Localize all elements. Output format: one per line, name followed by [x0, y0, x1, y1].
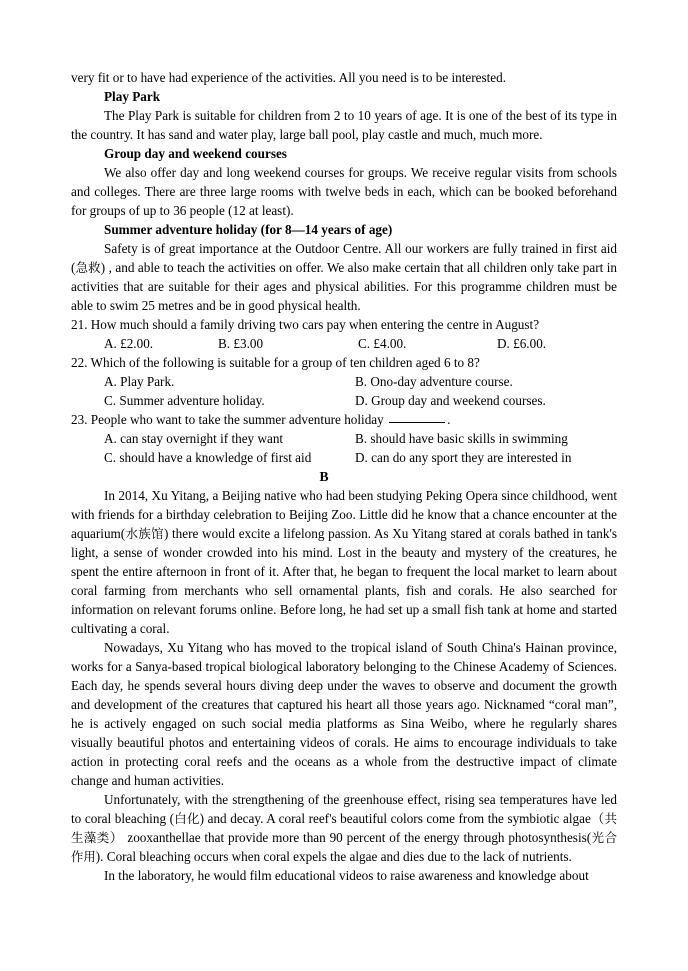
paragraph-summer-adventure-holiday	[71, 239, 617, 315]
question-23-trailing: .	[447, 412, 451, 427]
question-21-text	[71, 315, 617, 334]
intro-continued-paragraph: very fit or to have had experience of the activities. All you need is to be interested.	[71, 70, 507, 85]
summer-para-part2: ) , and able to teach the activities on offer. We also make certain that all children only take part in activities that are suitable for their ages and physical abilities. For this programme children must be able to swim 25 metres and be in good physical health.	[71, 260, 618, 313]
passage-b-p3-part2: ) and decay. A coral reef's beautiful colors come from the symbiotic algae（	[199, 811, 605, 826]
option-21-c[interactable]: C. £4.00.	[358, 336, 407, 351]
passage-b-p3-part4: ). Coral bleaching occurs when coral expels the algae and dies due to the lack of nutrients.	[95, 849, 572, 864]
question-22-body: Which of the following is suitable for a group of ten children aged 6 to 8?	[90, 355, 480, 370]
option-23-c[interactable]: C. should have a knowledge of first aid	[104, 450, 312, 465]
passage-b-p1-part2: ) there would excite a lifelong passion. As Xu Yitang stared at corals bathed in tank's light, a sense of wonder crowded into his mind. Lost in the beauty and mystery of the creatures, he spent the entire afternoon in front of it. After that, he began to frequent the local market to learn about coral farming from merchants who sell ornamental plants, fish and corals. He also searched for information on relevant forums online. Before long, he had set up a small fish tank at home and started cultivating a coral.	[71, 526, 617, 636]
passage-b-paragraph-2: Nowadays, Xu Yitang who has moved to the tropical island of South China's Hainan province, works for a Sanya-based tropical biological laboratory belonging to the Chinese Academy of Sciences. Each day, he spends several hours diving deep under the waves to observe and document the growth and development of the creatures that captured his heart all those years ago. Nicknamed “coral man”, he is actively engaged on such social media platforms as Sina Weibo, where he regularly shares visually beautiful photos and entertaining videos of corals. He aims to encourage individuals to take action in protecting coral reefs and the oceans as a whole from the destructive impact of climate change and human activities.	[71, 640, 617, 788]
cjk-photosynthesis: 光合作用	[71, 830, 617, 864]
option-23-b[interactable]: B. should have basic skills in swimming	[355, 431, 568, 446]
passage-b-p3-part3: ） zooxanthellae that provide more than 90 percent of the energy through photosynthesis(	[109, 830, 592, 845]
option-21-a[interactable]: A. £2.00.	[104, 336, 154, 351]
question-21-body: How much should a family driving two cars pay when entering the centre in August?	[90, 317, 540, 332]
heading-summer-adventure-holiday: Summer adventure holiday (for 8—14 years of age)	[104, 222, 393, 237]
document-content	[71, 68, 617, 885]
summer-para-part1: Safety is of great importance at the Outdoor Centre. All our workers are fully trained in first aid (	[71, 241, 617, 275]
option-22-a[interactable]: A. Play Park.	[104, 374, 175, 389]
question-22-options-row-2	[71, 391, 617, 410]
question-22-number: 22.	[71, 355, 88, 370]
question-21-number: 21.	[71, 317, 88, 332]
option-22-b[interactable]: B. Ono-day adventure course.	[355, 374, 513, 389]
passage-b-p3-part1: Unfortunately, with the strengthening of the greenhouse effect, rising sea temperatures have led to coral bleaching (	[71, 792, 617, 826]
question-23-body: People who want to take the summer adventure holiday	[90, 412, 384, 427]
heading-play-park: Play Park	[104, 89, 161, 104]
section-letter-b: B	[319, 469, 329, 484]
passage-b-paragraph-1	[71, 486, 617, 638]
option-22-c[interactable]: C. Summer adventure holiday.	[104, 393, 265, 408]
option-21-d[interactable]: D. £6.00.	[497, 336, 547, 351]
passage-b-paragraph-4: In the laboratory, he would film educational videos to raise awareness and knowledge about	[104, 868, 589, 883]
cjk-first-aid: 急救	[75, 260, 101, 275]
question-23-text	[71, 410, 617, 429]
heading-group-day-weekend-courses: Group day and weekend courses	[104, 146, 287, 161]
cjk-aquarium: 水族馆	[125, 526, 164, 541]
question-23-number: 23.	[71, 412, 88, 427]
question-23-options-row-2	[71, 448, 617, 467]
paragraph-group-day-weekend-courses: We also offer day and long weekend courses for groups. We receive regular visits from schools and colleges. There are three large rooms with twelve beds in each, which can be booked beforehand for groups of up to 36 people (12 at least).	[71, 165, 617, 218]
question-22-text	[71, 353, 617, 372]
cjk-symbiotic-algae: 共生藻类	[71, 811, 617, 845]
question-21-options	[71, 334, 617, 353]
paragraph-play-park: The Play Park is suitable for children from 2 to 10 years of age. It is one of the best of its type in the country. It has sand and water play, large ball pool, play castle and much, much more.	[71, 108, 617, 142]
passage-b-p1-part1: In 2014, Xu Yitang, a Beijing native who had been studying Peking Opera since childhood, went with friends for a birthday celebration to Beijing Zoo. Little did he know that a chance encounter at the aquarium(	[71, 488, 617, 541]
question-23-options-row-1	[71, 429, 617, 448]
option-22-d[interactable]: D. Group day and weekend courses.	[355, 393, 546, 408]
option-23-a[interactable]: A. can stay overnight if they want	[104, 431, 284, 446]
question-23-blank[interactable]	[389, 422, 445, 423]
question-22-options-row-1	[71, 372, 617, 391]
passage-b-paragraph-3	[71, 790, 617, 866]
cjk-bleaching: 白化	[174, 811, 200, 826]
option-23-d[interactable]: D. can do any sport they are interested in	[355, 450, 572, 465]
option-21-b[interactable]: B. £3.00	[218, 336, 264, 351]
